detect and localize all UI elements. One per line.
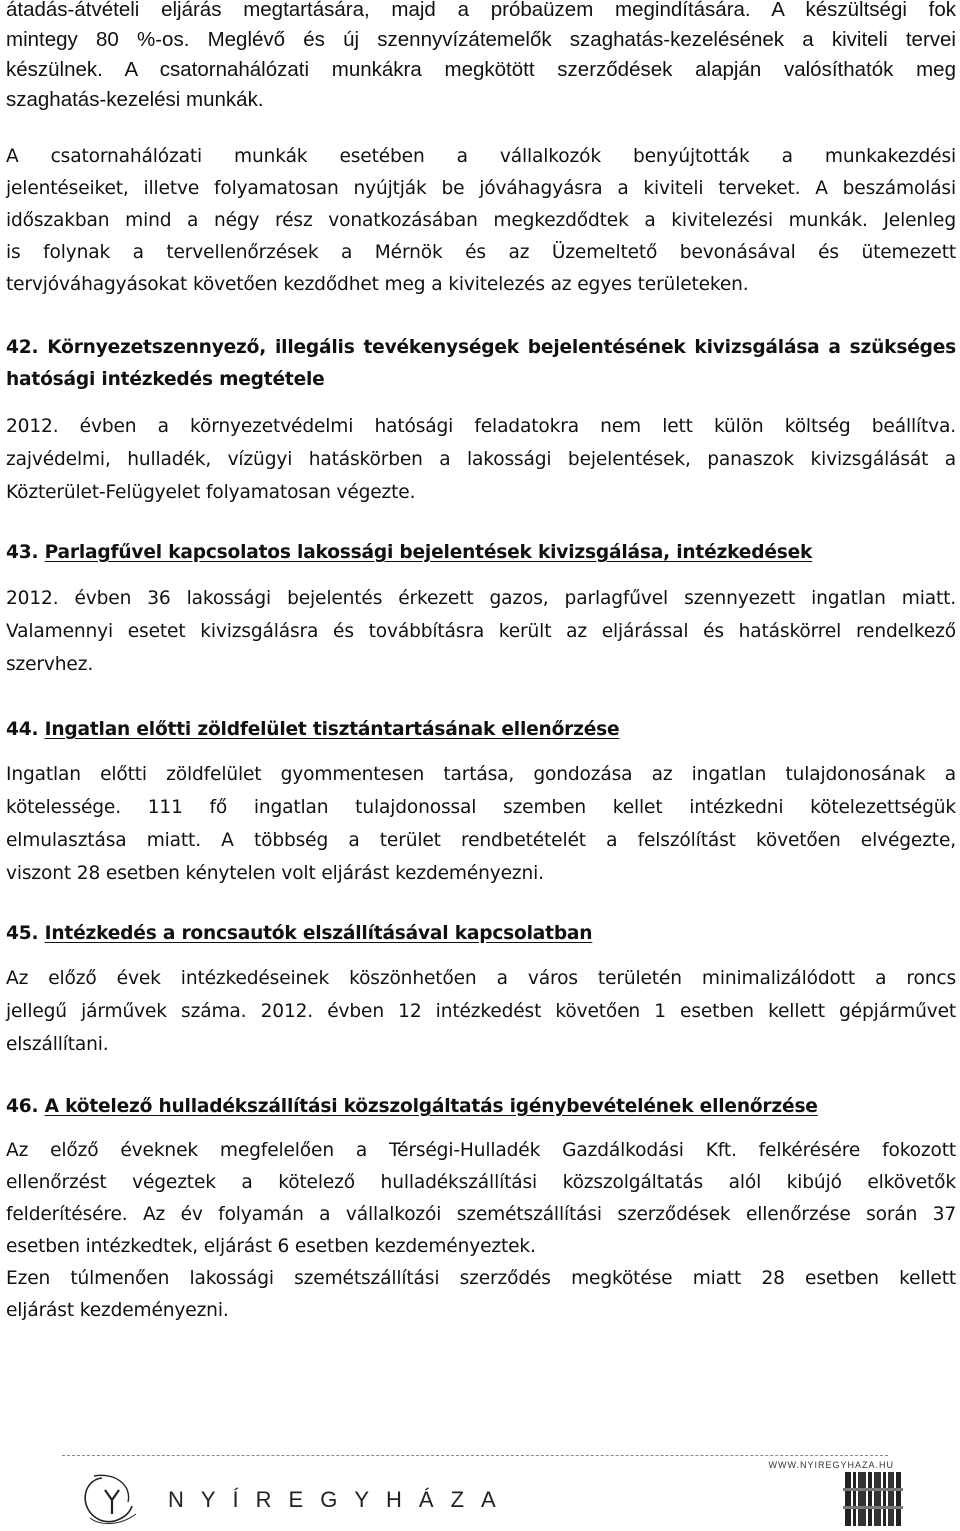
text-line: felderítésére. Az év folyamán a vállalkozói szemétszállítási szerződések ellenőrzése során 37 bbox=[6, 1204, 956, 1225]
text-line: zajvédelmi, hulladék, vízügyi hatáskörben a lakossági bejelentések, panaszok kivizsgálását a bbox=[6, 449, 956, 470]
intro-paragraph-a bbox=[6, 0, 956, 115]
text-line: kötelessége. 111 fő ingatlan tulajdonossal szemben kellet intézkedni kötelezettségük bbox=[6, 797, 956, 818]
text-line: jellegű járművek száma. 2012. évben 12 intézkedést követően 1 esetben kellett gépjárművet bbox=[6, 1001, 956, 1022]
text-line: Ezen túlmenően lakossági szemétszállítási szerződés megkötése miatt 28 esetben kellett bbox=[6, 1268, 956, 1289]
text-line: mintegy 80 %-os. Meglévő és új szennyvízátemelők szaghatás-kezelésének a kiviteli tervei bbox=[6, 28, 956, 51]
section-42-body bbox=[6, 410, 956, 509]
intro-paragraph-b bbox=[6, 141, 956, 301]
text-line: Az előző éveknek megfelelően a Térségi-Hulladék Gazdálkodási Kft. felkérésére fokozott bbox=[6, 1140, 956, 1161]
section-43-heading bbox=[6, 538, 956, 568]
text-line: szervhez. bbox=[6, 654, 94, 675]
text-line: eljárást kezdeményezni. bbox=[6, 1300, 229, 1321]
text-line: 2012. évben a környezetvédelmi hatósági feladatokra nem lett külön költség beállítva. bbox=[6, 416, 956, 437]
section-45-heading bbox=[6, 919, 956, 949]
footer-url: WWW.NYIREGYHAZA.HU bbox=[768, 1460, 894, 1470]
text-line: jelentéseiket, illetve folyamatosan nyújtják be jóváhagyásra a kiviteli terveket. A beszámolási bbox=[6, 178, 956, 199]
section-44-heading bbox=[6, 715, 956, 745]
section-number: 44. bbox=[6, 719, 39, 740]
barcode-icon bbox=[843, 1470, 903, 1528]
footer-divider bbox=[62, 1455, 888, 1456]
section-44-body bbox=[6, 758, 956, 890]
section-42-heading-cont bbox=[6, 365, 956, 395]
text-line: is folynak a tervellenőrzések a Mérnök és az Üzemeltető bevonásával és ütemezett bbox=[6, 242, 956, 263]
section-43-body bbox=[6, 582, 956, 681]
text-line: Közterület-Felügyelet folyamatosan végezte. bbox=[6, 482, 416, 503]
text-line: készülnek. A csatornahálózati munkákra megkötött szerződések alapján valósíthatók meg bbox=[6, 58, 956, 81]
text-line: Az előző évek intézkedéseinek köszönhetően a város területén minimalizálódott a roncs bbox=[6, 968, 956, 989]
section-title: Parlagfűvel kapcsolatos lakossági bejelentések kivizsgálása, intézkedések bbox=[44, 542, 813, 563]
section-title: Környezetszennyező, illegális tevékenységek bejelentésének kivizsgálása a szükséges bbox=[47, 337, 956, 358]
text-line: időszakban mind a négy rész vonatkozásában megkezdődtek a kivitelezési munkák. Jelenleg bbox=[6, 210, 956, 231]
text-line: A csatornahálózati munkák esetében a vállalkozók benyújtották a munkakezdési bbox=[6, 146, 956, 167]
footer-brand: NYÍREGYHÁZA bbox=[168, 1487, 513, 1512]
section-46-body bbox=[6, 1135, 956, 1327]
text-line: Ingatlan előtti zöldfelület gyommentesen tartása, gondozása az ingatlan tulajdonosának a bbox=[6, 764, 956, 785]
section-number: 46. bbox=[6, 1096, 39, 1117]
text-line: elszállítani. bbox=[6, 1034, 109, 1055]
text-line: ellenőrzést végeztek a kötelező hulladékszállítási közszolgáltatás alól kibújó elkövetők bbox=[6, 1172, 956, 1193]
section-title: Ingatlan előtti zöldfelület tisztántartásának ellenőrzése bbox=[44, 719, 620, 740]
section-number: 43. bbox=[6, 542, 39, 563]
text-line: elmulasztása miatt. A többség a terület rendbetételét a felszólítást követően elvégezte, bbox=[6, 830, 956, 851]
text-line: esetben intézkedtek, eljárást 6 esetben kezdeményeztek. bbox=[6, 1236, 536, 1257]
section-number: 45. bbox=[6, 923, 39, 944]
text-line: szaghatás-kezelési munkák. bbox=[6, 88, 264, 111]
section-42-heading bbox=[6, 333, 956, 363]
text-line: viszont 28 esetben kénytelen volt eljárást kezdeményezni. bbox=[6, 863, 544, 884]
text-line: 2012. évben 36 lakossági bejelentés érkezett gazos, parlagfűvel szennyezett ingatlan miatt. bbox=[6, 588, 956, 609]
section-title: Intézkedés a roncsautók elszállításával kapcsolatban bbox=[44, 923, 593, 944]
section-title: hatósági intézkedés megtétele bbox=[6, 369, 325, 390]
section-46-heading bbox=[6, 1092, 956, 1122]
section-title: A kötelező hulladékszállítási közszolgáltatás igénybevételének ellenőrzése bbox=[44, 1096, 818, 1117]
section-45-body bbox=[6, 962, 956, 1061]
text-line: Valamennyi esetet kivizsgálásra és továbbításra került az eljárással és hatáskörrel rendelkező bbox=[6, 621, 956, 642]
text-line: tervjóváhagyásokat követően kezdődhet meg a kivitelezés az egyes területeken. bbox=[6, 274, 749, 295]
nyiregyhaza-logo-icon bbox=[72, 1470, 152, 1528]
section-number: 42. bbox=[6, 337, 39, 358]
text-line: átadás-átvételi eljárás megtartására, majd a próbaüzem megindítására. A készültségi fok bbox=[6, 0, 956, 21]
